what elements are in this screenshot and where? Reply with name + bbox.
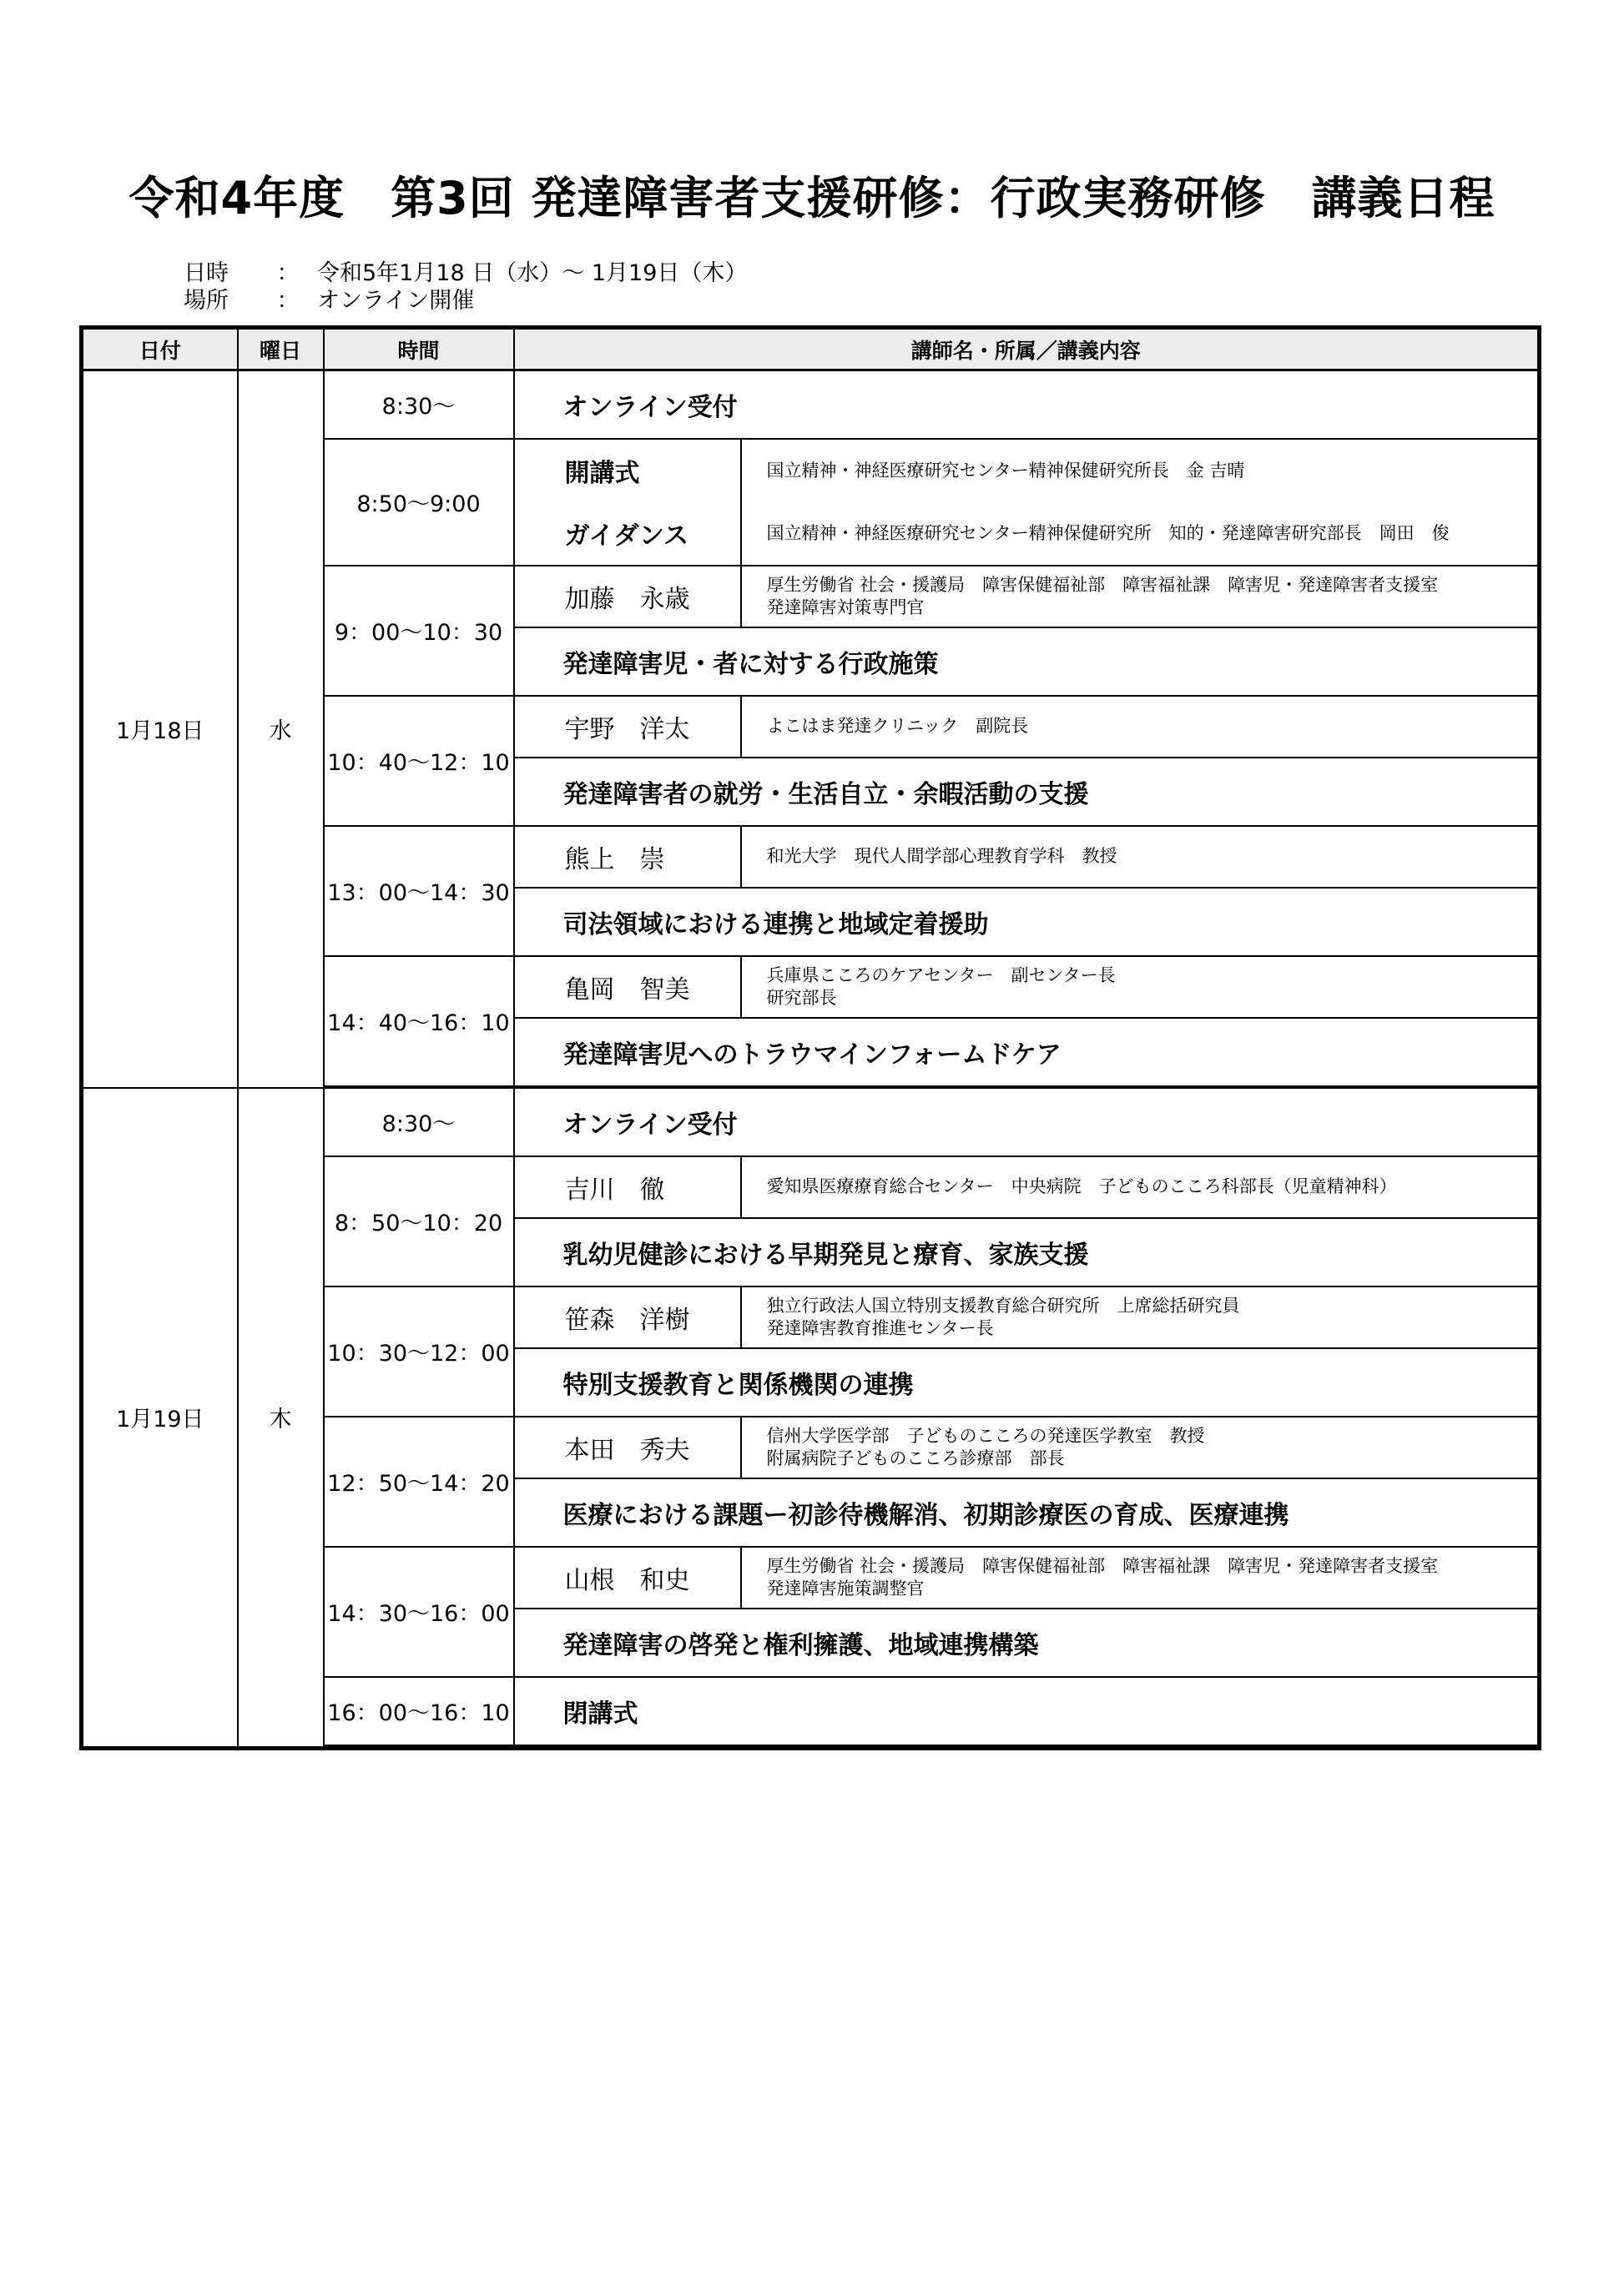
time-cell: 12：50～14：20 xyxy=(324,1417,514,1547)
place-label: 場所 xyxy=(184,288,229,314)
topic-cell: 乳幼児健診における早期発見と療育、家族支援 xyxy=(514,1218,1540,1286)
affiliation-cell: よこはま発達クリニック 副院長 xyxy=(741,696,1540,758)
date-cell: 1月19日 xyxy=(82,1088,238,1749)
page-title: 令和4年度 第3回 発達障害者支援研修：行政実務研修 講義日程 xyxy=(129,172,1495,224)
affiliation-line: 発達障害教育推進センター長 xyxy=(766,1317,994,1338)
dow-cell: 木 xyxy=(238,1088,324,1749)
lecturer-name: 山根 和史 xyxy=(514,1547,741,1609)
topic-cell: 発達障害児・者に対する行政施策 xyxy=(514,627,1540,696)
affiliation-line: 信州大学医学部 子どものこころの発達医学教室 教授 xyxy=(766,1426,1205,1447)
table-header-row xyxy=(82,328,1540,370)
topic-cell: 発達障害児へのトラウマインフォームドケア xyxy=(514,1018,1540,1086)
affiliation-cell: 国立精神・神経医療研究センター精神保健研究所 知的・発達障害研究部長 岡田 俊 xyxy=(741,502,1540,566)
time-cell: 10：40～12：10 xyxy=(324,696,514,826)
topic-cell: 医療における課題ー初診待機解消、初期診療医の育成、医療連携 xyxy=(514,1478,1540,1547)
lecturer-name: 亀岡 智美 xyxy=(514,956,741,1018)
opening-label: 開講式 xyxy=(514,439,741,502)
time-cell: 13：00～14：30 xyxy=(324,826,514,956)
time-cell: 8:50～9:00 xyxy=(324,439,514,566)
lecturer-name: 笹森 洋樹 xyxy=(514,1286,741,1348)
header-dow: 曜日 xyxy=(238,328,324,370)
affiliation-line: 厚生労働省 社会・援護局 障害保健福祉部 障害福祉課 障害児・発達障害者支援室 xyxy=(766,575,1439,596)
lecturer-name: 加藤 永歳 xyxy=(514,566,741,627)
colon: ： xyxy=(276,260,300,286)
affiliation-line: 兵庫県こころのケアセンター 副センター長 xyxy=(766,965,1116,986)
lecturer-name: 本田 秀夫 xyxy=(514,1417,741,1478)
time-cell: 14：40～16：10 xyxy=(324,956,514,1086)
topic-cell: オンライン受付 xyxy=(514,1088,1540,1156)
guidance-label: ガイダンス xyxy=(514,502,741,566)
table-row xyxy=(82,370,1540,439)
table-row xyxy=(82,1088,1540,1156)
lecturer-name: 宇野 洋太 xyxy=(514,696,741,758)
time-cell: 10：30～12：00 xyxy=(324,1286,514,1417)
lecturer-name: 吉川 徹 xyxy=(514,1156,741,1218)
affiliation-cell: 愛知県医療療育総合センター 中央病院 子どものこころ科部長（児童精神科） xyxy=(741,1156,1540,1218)
date-cell: 1月18日 xyxy=(82,370,238,1088)
affiliation-cell xyxy=(741,566,1540,627)
affiliation-line: 発達障害施策調整官 xyxy=(766,1578,925,1599)
lecturer-name: 熊上 崇 xyxy=(514,826,741,888)
time-cell: 8:30～ xyxy=(324,370,514,439)
header-content: 講師名・所属／講義内容 xyxy=(514,328,1540,370)
topic-cell: 発達障害の啓発と権利擁護、地域連携構築 xyxy=(514,1609,1540,1677)
dow-cell: 水 xyxy=(238,370,324,1088)
affiliation-cell xyxy=(741,1286,1540,1348)
datetime-value: 令和5年1月18 日（水）～ 1月19日（木） xyxy=(317,260,748,286)
affiliation-line: 附属病院子どものこころ診療部 部長 xyxy=(766,1448,1065,1468)
affiliation-cell: 和光大学 現代人間学部心理教育学科 教授 xyxy=(741,826,1540,888)
affiliation-line: 研究部長 xyxy=(766,987,837,1008)
affiliation-cell xyxy=(741,1547,1540,1609)
affiliation-line: 厚生労働省 社会・援護局 障害保健福祉部 障害福祉課 障害児・発達障害者支援室 xyxy=(766,1556,1439,1577)
time-cell: 8:30～ xyxy=(324,1088,514,1156)
topic-cell: 閉講式 xyxy=(514,1677,1540,1745)
affiliation-cell xyxy=(741,956,1540,1018)
place-line xyxy=(184,282,474,315)
header-time: 時間 xyxy=(324,328,514,370)
affiliation-cell: 国立精神・神経医療研究センター精神保健研究所長 金 吉晴 xyxy=(741,439,1540,502)
colon: ： xyxy=(276,288,300,314)
time-cell: 16：00～16：10 xyxy=(324,1677,514,1745)
affiliation-line: 発達障害対策専門官 xyxy=(766,597,925,617)
topic-cell: オンライン受付 xyxy=(514,370,1540,439)
place-value: オンライン開催 xyxy=(317,288,475,314)
affiliation-cell xyxy=(741,1417,1540,1478)
topic-cell: 発達障害者の就労・生活自立・余暇活動の支援 xyxy=(514,758,1540,826)
time-cell: 9：00～10：30 xyxy=(324,566,514,696)
schedule-table xyxy=(79,325,1541,1750)
affiliation-line: 独立行政法人国立特別支援教育総合研究所 上席総括研究員 xyxy=(766,1296,1240,1317)
time-cell: 8：50～10：20 xyxy=(324,1156,514,1286)
time-cell: 14：30～16：00 xyxy=(324,1547,514,1677)
topic-cell: 特別支援教育と関係機関の連携 xyxy=(514,1348,1540,1417)
header-date: 日付 xyxy=(82,328,238,370)
datetime-label: 日時 xyxy=(184,260,229,286)
topic-cell: 司法領域における連携と地域定着援助 xyxy=(514,888,1540,956)
